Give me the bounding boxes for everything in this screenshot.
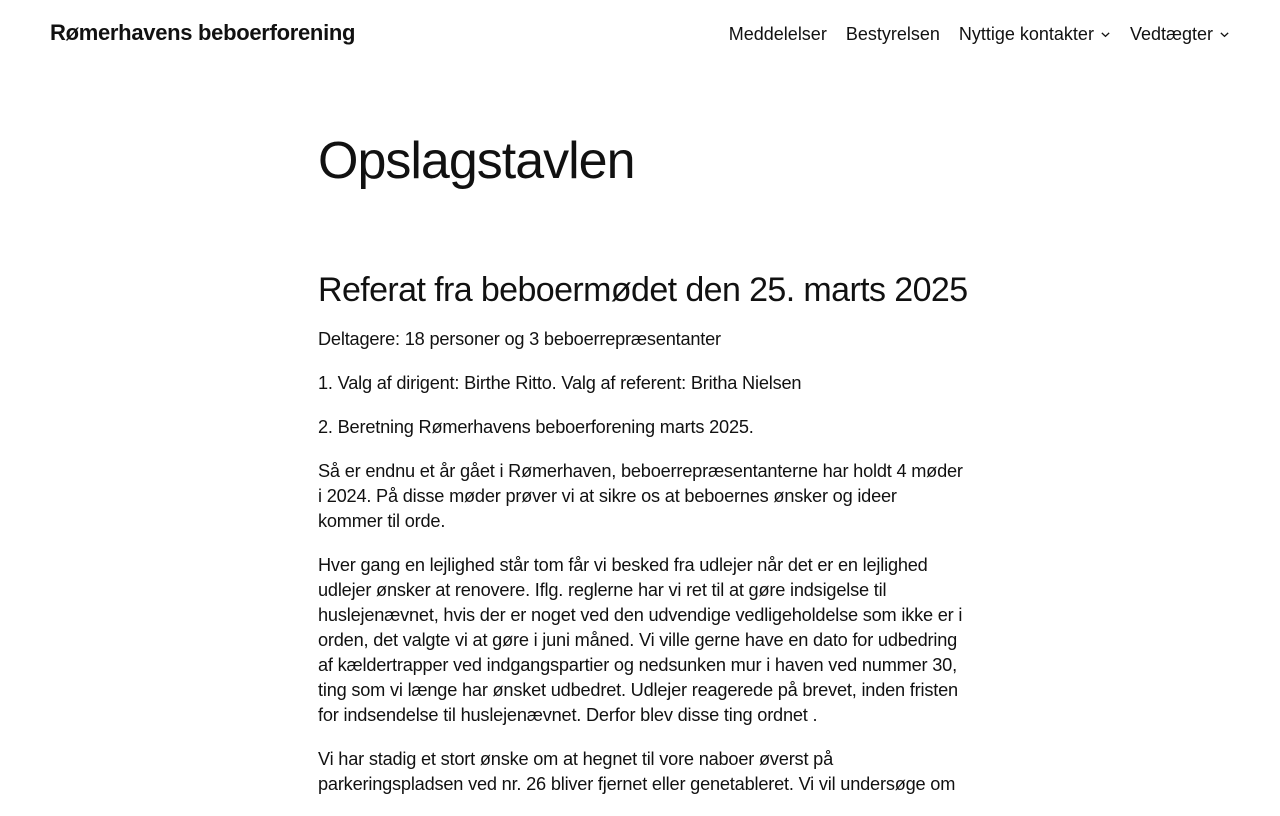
nav-item-bestyrelsen[interactable] bbox=[846, 24, 940, 45]
post-title: Referat fra beboermødet den 25. marts 2025 bbox=[318, 271, 968, 310]
post-paragraph: 2. Beretning Rømerhavens beboerforening marts 2025. bbox=[318, 417, 754, 438]
post-paragraph: Deltagere: 18 personer og 3 beboerrepræsentanter bbox=[318, 329, 721, 350]
nav-item-label: Bestyrelsen bbox=[845, 24, 940, 44]
nav-item-label: Vedtægter bbox=[1129, 24, 1213, 44]
main-content bbox=[318, 130, 968, 816]
page-title: Opslagstavlen bbox=[318, 132, 635, 190]
post-paragraph: Hver gang en lejlighed står tom får vi besked fra udlejer når det er en lejlighed udlejer ønsker at renovere. Iflg. reglerne har vi ret til at gøre indsigelse til huslejenævnet, hvis der er noget ved den udvendige vedligeholdelse som ikke er i orden, det valgte vi at gøre i juni måned. Vi ville gerne have en dato for udbedring af kældertrapper ved indgangspartier og nedsunken mur i haven ved nummer 30, ting som vi længe har ønsket udbedret. Udlejer reagerede på brevet, inden fristen for indsendelse til huslejenævnet. Derfor blev disse ting ordnet . bbox=[318, 555, 963, 726]
post-body bbox=[318, 327, 963, 797]
chevron-down-icon[interactable] bbox=[1100, 29, 1111, 40]
nav-item-meddelelser[interactable] bbox=[729, 24, 827, 45]
post-paragraph: Vi har stadig et stort ønske om at hegnet til vore naboer øverst på parkeringspladsen ved nr. 26 bliver fjernet eller genetableret. Vi vil undersøge om bbox=[318, 749, 956, 795]
nav-item-label: Nyttige kontakter bbox=[958, 24, 1094, 44]
post bbox=[318, 270, 968, 797]
nav-item-nyttige-kontakter[interactable] bbox=[959, 24, 1111, 45]
nav-item-label: Meddelelser bbox=[728, 24, 827, 44]
main-navigation bbox=[729, 24, 1230, 45]
chevron-down-icon[interactable] bbox=[1219, 29, 1230, 40]
site-title-link[interactable]: Rømerhavens beboerforening bbox=[50, 20, 356, 45]
post-paragraph: 1. Valg af dirigent: Birthe Ritto. Valg af referent: Britha Nielsen bbox=[318, 373, 802, 394]
post-paragraph: Så er endnu et år gået i Rømerhaven, beboerrepræsentanterne har holdt 4 møder i 2024. På disse møder prøver vi at sikre os at beboernes ønsker og ideer kommer til orde. bbox=[318, 461, 963, 532]
nav-item-vedtaegter[interactable] bbox=[1130, 24, 1230, 45]
site-header bbox=[0, 0, 1280, 72]
